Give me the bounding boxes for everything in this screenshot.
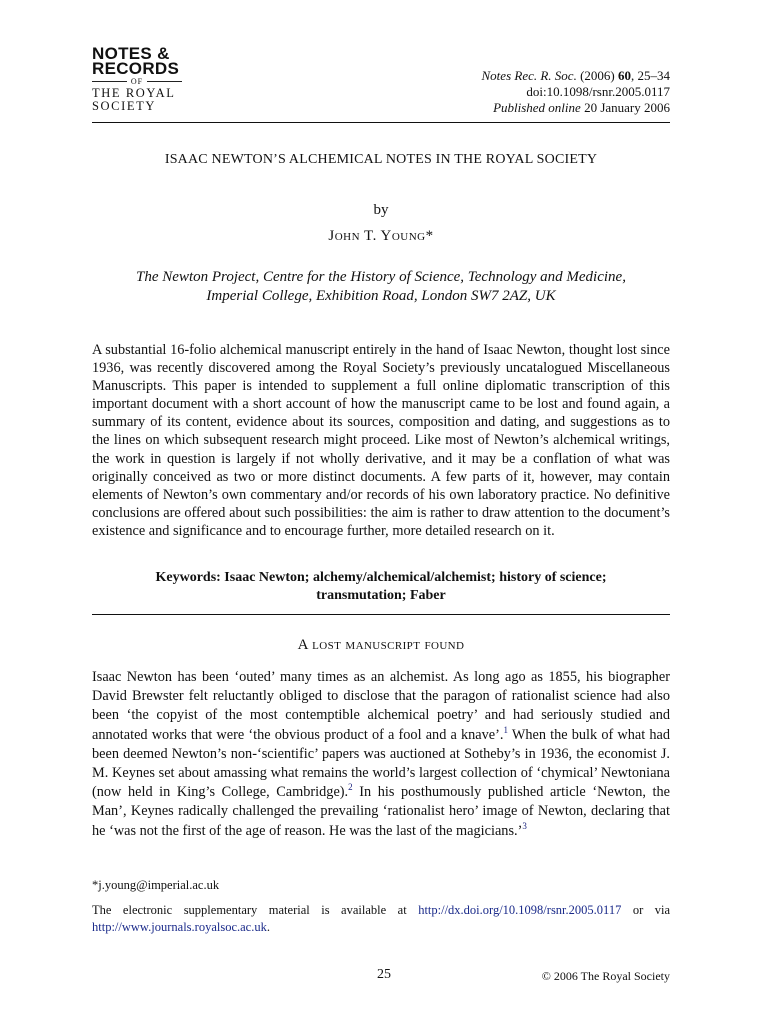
footnote-ref-3[interactable]: 3 (522, 820, 527, 831)
header-rule (92, 122, 670, 123)
section-heading: A lost manuscript found (297, 637, 465, 653)
citation-block (482, 68, 670, 116)
supplementary-note (92, 902, 670, 936)
keywords-line-2: transmutation; Faber (316, 588, 446, 603)
logo-line-society: SOCIETY (92, 99, 156, 113)
published-label: Published online (493, 100, 581, 115)
page-number: 25 (377, 967, 391, 982)
affiliation-line-2: Imperial College, Exhibition Road, London SW7 2AZ, UK (206, 288, 556, 304)
citation-pages: , 25–34 (631, 68, 670, 83)
byline: by (373, 202, 389, 218)
citation-doi: doi:10.1098/rsnr.2005.0117 (526, 84, 670, 99)
abstract-rule (92, 614, 670, 615)
published-line (482, 100, 670, 116)
keywords (92, 569, 670, 605)
paragraph-part-2: When the bulk of what had been deemed Newton’s non-‘scientific’ papers was auctioned at Sotheby’s in 1936, the economist J. M. Keynes set about amassing what remains the world’s largest collection of ‘chymical’ Newtoniana (now held in King’s College, Cambridge). (92, 726, 670, 801)
affiliation (92, 268, 670, 306)
paragraph-part-1: Isaac Newton has been ‘outed’ many times as an alchemist. As long ago as 1855, his biographer David Brewster felt reluctantly obliged to disclose that the paragon of rationalist science had also been ‘the copyist of the most contemptible alchemical poetry’ and had seriously studied and annotated works that were ‘the obvious product of a fool and a knave’. (92, 669, 670, 743)
supplementary-or: or via (621, 903, 671, 917)
journal-abbrev: Notes Rec. R. Soc. (481, 68, 577, 83)
journal-link[interactable]: http://www.journals.royalsoc.ac.uk (92, 920, 267, 934)
doi-link[interactable]: http://dx.doi.org/10.1098/rsnr.2005.0117 (418, 903, 622, 917)
footnote-ref-2[interactable]: 2 (348, 782, 353, 793)
citation-line (482, 68, 670, 84)
abstract: A substantial 16-folio alchemical manuscript entirely in the hand of Isaac Newton, thought lost since 1936, was recently discovered among the Royal Society’s previously uncatalogued Miscellaneous Manuscripts. This paper is intended to supplement a full online diplomatic transcription of this important document with a short account of how the manuscript came to be lost and found again, a summary of its content, evidence about its sources, composition and dating, and suggestions as to the lines on which subsequent research might proceed. Like most of Newton’s alchemical writings, the work in question is largely if not wholly derivative, and it may be a conflation of what was originally conceived as two or more distinct documents. A few parts of it, however, may contain elements of Newton’s own commentary and/or records of his own laboratory practice. No definitive conclusions are offered about such possibilities: the aim is rather to draw attention to the document’s existence and significance and to encourage further, more detailed research on it. (92, 342, 670, 539)
citation-year: (2006) (580, 68, 615, 83)
affiliation-line-1: The Newton Project, Centre for the History of Science, Technology and Medicine, (136, 269, 626, 285)
supplementary-text: The electronic supplementary material is available at (92, 903, 419, 917)
logo-line-notes: NOTES & (92, 44, 170, 63)
footnote-ref-1[interactable]: 1 (503, 724, 508, 735)
author-name: John T. Young* (328, 228, 434, 244)
published-date: 20 January 2006 (580, 100, 670, 115)
citation-volume: 60 (618, 68, 631, 83)
logo-line-royal: THE ROYAL (92, 86, 176, 100)
keywords-line-1: Keywords: Isaac Newton; alchemy/alchemical/alchemist; history of science; (155, 570, 607, 585)
paragraph-part-3: In his posthumously published article ‘Newton, the Man’, Keynes radically challenged the prevailing ‘rationalist hero’ image of Newton, declaring that he ‘was not the first of the age of reason. He was the last of the magicians.’ (92, 784, 670, 839)
logo-of-text: OF (130, 77, 144, 86)
supplementary-end: . (266, 920, 270, 934)
body-paragraph (92, 668, 670, 841)
article-title: ISAAC NEWTON’S ALCHEMICAL NOTES IN THE ROYAL SOCIETY (164, 152, 598, 167)
copyright: © 2006 The Royal Society (541, 969, 670, 983)
logo-rule-right (147, 81, 182, 82)
logo-line-records: RECORDS (92, 59, 180, 78)
logo-rule-left (92, 81, 127, 82)
journal-logo (92, 46, 182, 113)
author-email: *j.young@imperial.ac.uk (92, 878, 220, 892)
